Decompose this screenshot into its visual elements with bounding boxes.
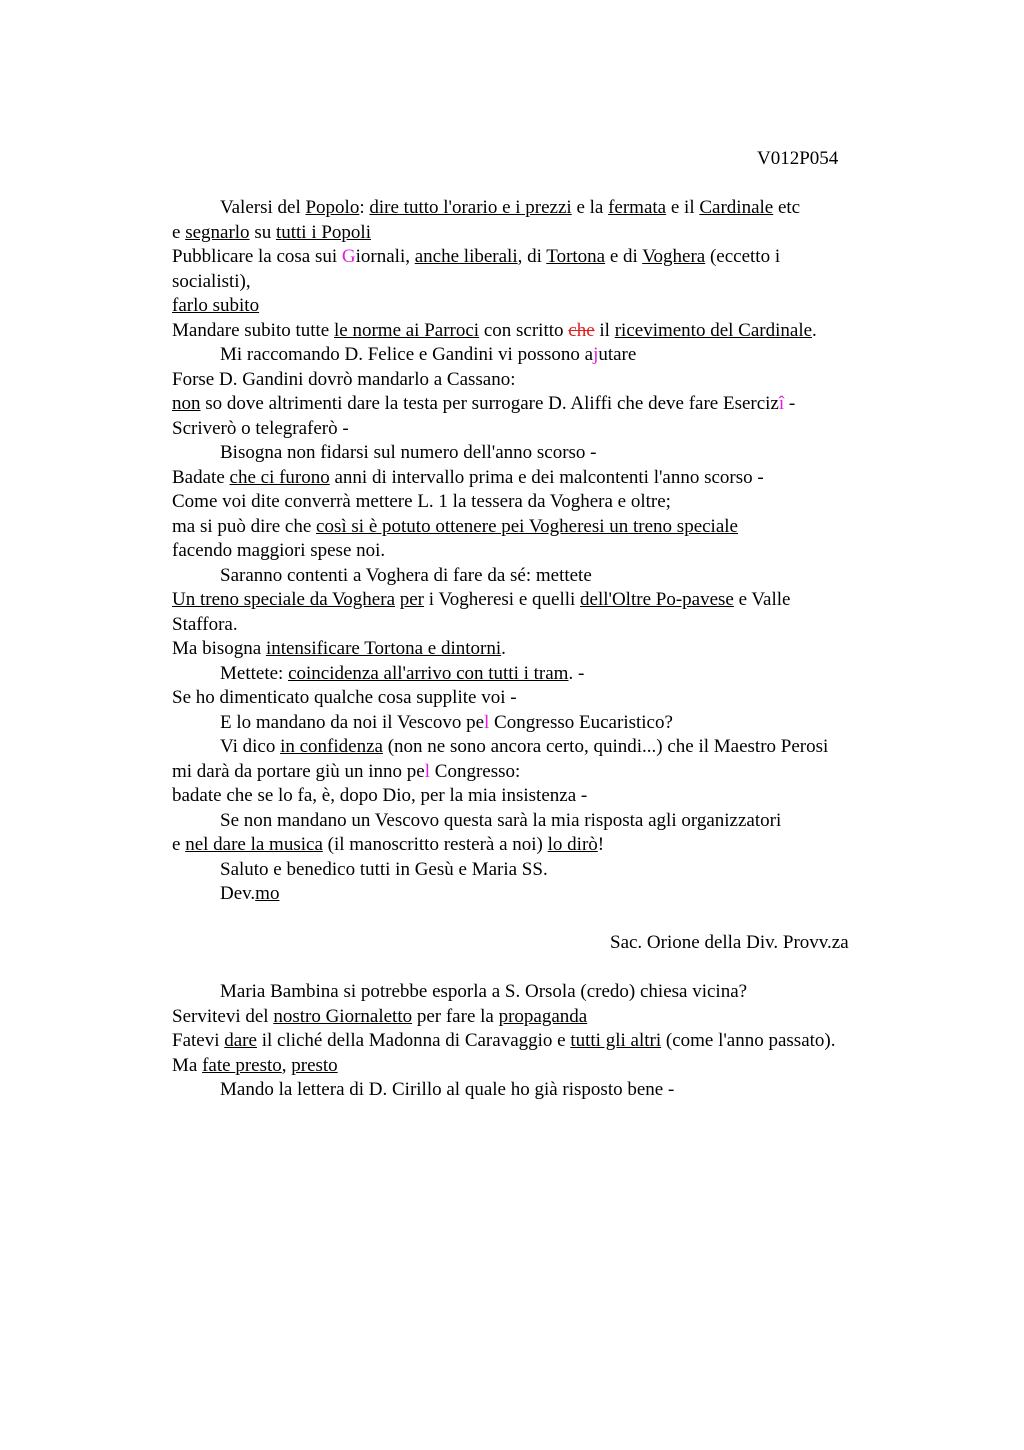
text-line: Valersi del Popolo: dire tutto l'orario e i prezzi e la fermata e il Cardinale etc bbox=[220, 197, 801, 218]
text-line: e segnarlo su tutti i Popoli bbox=[172, 221, 371, 243]
text-line: Un treno speciale da Voghera per i Vogheresi e quelli dell'Oltre Po-pavese e Valle bbox=[172, 589, 791, 610]
postscript-line: Ma fate presto, presto bbox=[172, 1054, 338, 1076]
text-line: Badate che ci furono anni di intervallo prima e dei malcontenti l'anno scorso - bbox=[172, 466, 764, 488]
text-line: Se non mandano un Vescovo questa sarà la mia risposta agli organizzatori bbox=[220, 809, 782, 831]
text-line: farlo subito bbox=[172, 295, 260, 316]
text-line: Mi raccomando D. Felice e Gandini vi possono ajutare bbox=[220, 344, 637, 365]
postscript-line: Fatevi dare il cliché della Madonna di Caravaggio e tutti gli altri (come l'anno passato). bbox=[172, 1030, 836, 1051]
text-line: E lo mandano da noi il Vescovo pel Congresso Eucaristico? bbox=[220, 711, 673, 733]
text-line: badate che se lo fa, è, dopo Dio, per la mia insistenza - bbox=[172, 785, 588, 806]
text-line: Mandare subito tutte le norme ai Parroci con scritto che il ricevimento del Cardinale. bbox=[172, 319, 817, 341]
text-line: facendo maggiori spese noi. bbox=[172, 540, 386, 561]
text-line: Ma bisogna intensificare Tortona e dintorni. bbox=[172, 638, 506, 659]
text-line: socialisti), bbox=[172, 270, 251, 292]
text-line: non so dove altrimenti dare la testa per surrogare D. Aliffi che deve fare Esercizî - bbox=[172, 393, 796, 414]
page-id: V012P054 bbox=[757, 148, 839, 169]
text-line: Dev.mo bbox=[220, 883, 280, 904]
text-line: Vi dico in confidenza (non ne sono ancora certo, quindi...) che il Maestro Perosi bbox=[220, 736, 829, 757]
text-line: Saluto e benedico tutti in Gesù e Maria SS. bbox=[220, 858, 548, 880]
text-line: Come voi dite converrà mettere L. 1 la tessera da Voghera e oltre; bbox=[172, 491, 671, 512]
text-line: ma si può dire che così si è potuto ottenere pei Vogheresi un treno speciale bbox=[172, 515, 738, 537]
text-line: Saranno contenti a Voghera di fare da sé: mettete bbox=[220, 564, 592, 586]
text-line: Staffora. bbox=[172, 613, 238, 635]
text-line: Se ho dimenticato qualche cosa supplite voi - bbox=[172, 687, 517, 708]
text-line: Scriverò o telegraferò - bbox=[172, 417, 349, 439]
text-line: e nel dare la musica (il manoscritto resterà a noi) lo dirò! bbox=[172, 834, 605, 855]
text-line: Pubblicare la cosa sui Giornali, anche liberali, di Tortona e di Voghera (eccetto i bbox=[172, 246, 781, 267]
signature: Sac. Orione della Div. Provv.za bbox=[610, 932, 849, 953]
postscript-line: Mando la lettera di D. Cirillo al quale ho già risposto bene - bbox=[220, 1079, 675, 1100]
text-line: Mettete: coincidenza all'arrivo con tutti i tram. - bbox=[220, 662, 585, 684]
postscript-line: Servitevi del nostro Giornaletto per fare la propaganda bbox=[172, 1005, 588, 1027]
text-line: Bisogna non fidarsi sul numero dell'anno scorso - bbox=[220, 442, 597, 463]
postscript-line: Maria Bambina si potrebbe esporla a S. Orsola (credo) chiesa vicina? bbox=[220, 981, 748, 1002]
letter-body bbox=[172, 196, 932, 1103]
text-line: Forse D. Gandini dovrò mandarlo a Cassano: bbox=[172, 368, 516, 390]
blank-line bbox=[172, 956, 932, 981]
text-line: mi darà da portare giù un inno pel Congresso: bbox=[172, 760, 521, 782]
blank-line bbox=[172, 907, 932, 932]
